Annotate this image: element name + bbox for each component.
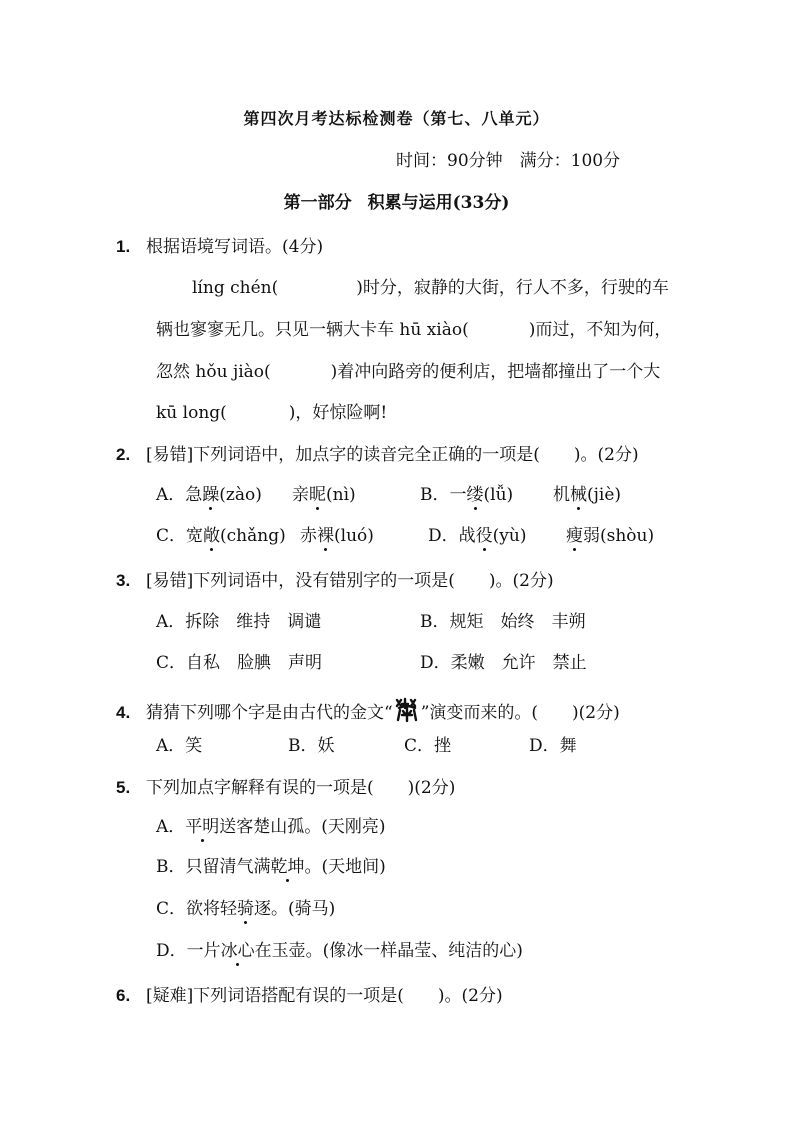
question-1: [116, 232, 323, 257]
q2-option-b-word-2: [553, 480, 621, 505]
question-stem: 猜猜下列哪个字是由古代的金文“: [146, 703, 393, 723]
text: )而过，不知为何，: [528, 320, 672, 340]
q2-option-d[interactable]: [428, 521, 526, 546]
text: 赤: [300, 526, 317, 546]
dotted-char: 骑: [237, 894, 254, 919]
q2-option-c-word-2: [300, 521, 374, 546]
q3-option-d[interactable]: D．柔嫩 允许 禁止: [420, 653, 587, 673]
question-stem: 根据语境写词语。(4分): [146, 237, 324, 257]
question-number: 3.: [116, 571, 131, 590]
question-6: [116, 981, 503, 1006]
dotted-char: 瘦: [566, 521, 583, 546]
text: A．: [156, 817, 186, 837]
question-stem: ”演变而来的。( )(2分): [420, 703, 620, 723]
q2-option-d-word-2: [566, 521, 654, 546]
question-number: 1.: [116, 237, 131, 256]
q4-option-c[interactable]: C．挫: [404, 736, 452, 756]
dotted-char: 役: [476, 521, 493, 546]
question-4: [116, 696, 620, 723]
question-stem: [易错]下列词语中，加点字的读音完全正确的一项是( )。(2分): [146, 445, 639, 465]
text: 逐。(骑马): [254, 899, 336, 919]
q1-line-3: [156, 357, 660, 382]
section-name: 积累与运用(33分): [367, 193, 510, 213]
text: (zào): [219, 485, 262, 505]
dotted-char: 乾坤: [271, 852, 305, 877]
q2-option-c[interactable]: [156, 521, 286, 546]
text: 亲: [292, 485, 309, 505]
question-number: 5.: [116, 778, 131, 797]
dotted-char: 敞: [203, 521, 220, 546]
dotted-char: 缕: [467, 480, 484, 505]
q3-option-c[interactable]: C．自私 脸腆 声明: [156, 653, 323, 673]
question-5: [116, 773, 455, 798]
bronze-script-glyph-icon: [393, 696, 421, 722]
text: (chǎng): [220, 526, 286, 546]
text: )，好惊险啊!: [288, 403, 388, 423]
text: 送客楚山孤。(天刚亮): [219, 817, 386, 837]
q4-option-a[interactable]: A．笑: [156, 736, 203, 756]
text: (luó): [334, 526, 374, 546]
question-stem: [疑难]下列词语搭配有误的一项是( )。(2分): [146, 986, 503, 1006]
page-title: 第四次月考达标检测卷（第七、八单元）: [243, 109, 550, 128]
q3-option-a[interactable]: A．拆除 维持 调谴: [156, 612, 322, 632]
dotted-char: 冰心: [221, 936, 255, 961]
text: 弱(shòu): [583, 526, 655, 546]
q3-option-b[interactable]: B．规矩 始终 丰朔: [420, 612, 586, 632]
q1-line-4: [156, 398, 387, 423]
dotted-char: 械: [570, 480, 587, 505]
question-2: [116, 440, 639, 465]
q2-option-a-word-2: [292, 480, 356, 505]
q5-option-a[interactable]: [156, 812, 386, 837]
text: D．一片: [156, 941, 221, 961]
text: D．战: [428, 526, 476, 546]
question-stem: 下列加点字解释有误的一项是( )(2分): [146, 778, 456, 798]
dotted-char: 平明: [185, 812, 219, 837]
text: 在玉壶。(像冰一样晶莹、纯洁的心): [254, 941, 523, 961]
text: C．欲将轻: [156, 899, 238, 919]
question-number: 4.: [116, 703, 131, 722]
text: (lǚ): [483, 485, 514, 505]
text: A．急: [156, 485, 203, 505]
q1-line-1: [192, 273, 669, 298]
q4-option-d[interactable]: D．舞: [529, 736, 577, 756]
exam-time-info: 时间：90分钟 满分：100分: [396, 151, 621, 171]
section-heading: [0, 188, 793, 213]
q5-option-c[interactable]: [156, 894, 335, 919]
text: 辆也寥寥无几。只见一辆大卡车 hū xiào(: [156, 320, 469, 340]
text: C．宽: [156, 526, 204, 546]
question-number: 2.: [116, 445, 131, 464]
dotted-char: 躁: [202, 480, 219, 505]
text: 忽然 hǒu jiào(: [156, 362, 271, 382]
dotted-char: 昵: [309, 480, 326, 505]
text: )时分，寂静的大街，行人不多，行驶的车: [356, 278, 669, 298]
q2-option-a[interactable]: [156, 480, 262, 505]
text: (yù): [492, 526, 527, 546]
text: (nì): [326, 485, 356, 505]
text: kū long(: [156, 403, 227, 423]
text: )着冲向路旁的便利店，把墙都撞出了一个大: [330, 362, 661, 382]
q1-line-2: [156, 315, 671, 340]
dotted-char: 裸: [317, 521, 334, 546]
q4-option-b[interactable]: B．妖: [288, 736, 335, 756]
question-stem: [易错]下列词语中，没有错别字的一项是( )。(2分): [146, 571, 554, 591]
section-part: 第一部分: [283, 193, 352, 213]
q2-option-b[interactable]: [420, 480, 513, 505]
text: 。(天地间): [304, 857, 386, 877]
q5-option-d[interactable]: [156, 936, 523, 961]
question-3: [116, 566, 554, 591]
question-number: 6.: [116, 986, 131, 1005]
text: (jiè): [587, 485, 622, 505]
text: B．一: [420, 485, 467, 505]
text: líng chén(: [192, 278, 279, 298]
text: B．只留清气满: [156, 857, 271, 877]
text: 机: [553, 485, 570, 505]
q5-option-b[interactable]: [156, 852, 386, 877]
